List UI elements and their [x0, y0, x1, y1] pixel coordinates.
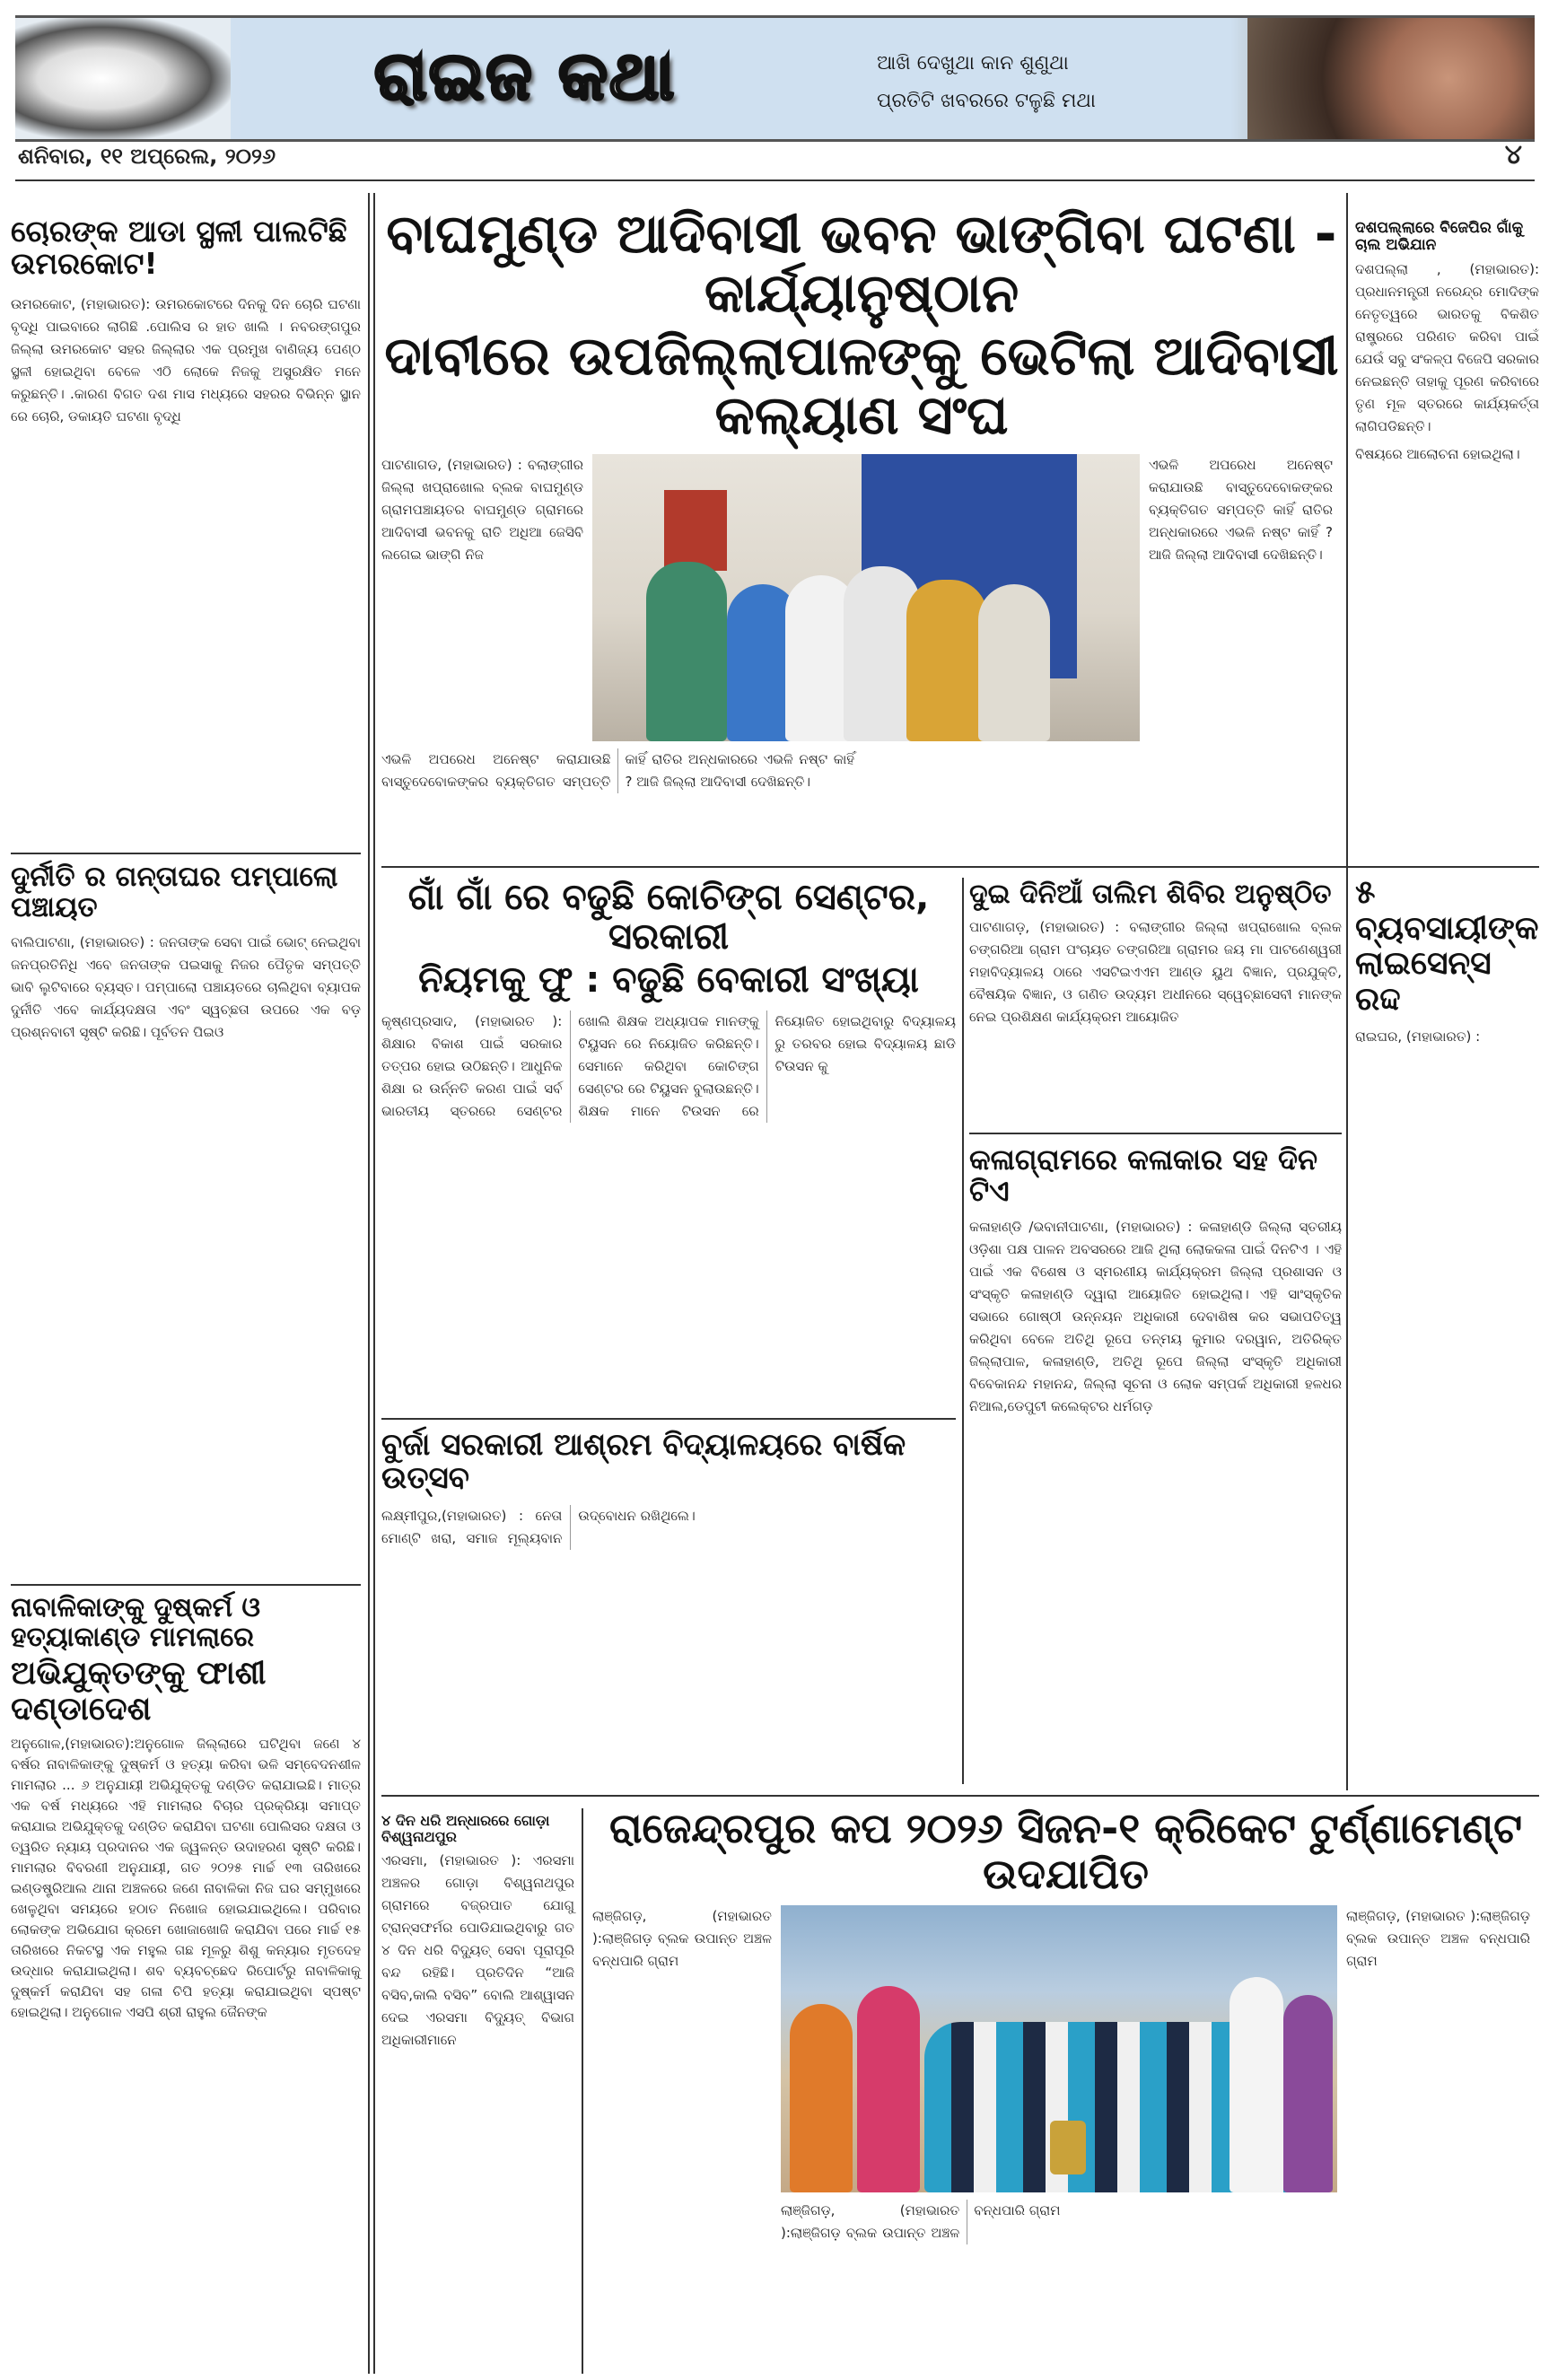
column-divider	[1346, 193, 1348, 1790]
headline: ରାଜେନ୍ଦ୍ରପୁର କପ ୨୦୨୬ ସିଜନ-୧ କ୍ରିକେଟ ଟୁର୍ଣ୍ଣାମେଣ୍ଟ ଉଦଯାପିତ	[608, 1804, 1523, 1898]
article-body: ଏରସମା, (ମହାଭାରତ ): ଏରସମା ଅଞ୍ଚଳର ଗୋଡ଼ା ବିଶ୍ୱନାଥପୁର ଗ୍ରାମରେ ବଜ୍ରପାତ ଯୋଗୁ ଟ୍ରାନ୍ସଫର୍ମର ପୋଡିଯାଇଥିବାରୁ ଗତ ୪ ଦିନ ଧରି ବିଦ୍ୟୁତ୍ ସେବା ପୂରାପୂରି ବନ୍ଦ ରହିଛି। ପ୍ରତିଦିନ “ଆଜି ବସିବ,କାଲି ବସିବ” ବୋଲି ଆଶ୍ୱାସନ ଦେଇ ଏରସମା ବିଦ୍ୟୁତ୍ ବିଭାଗ ଅଧିକାରୀମାନେ	[381, 1852, 574, 2049]
article-body: ଲକ୍ଷ୍ମୀପୁର,(ମହାଭାରତ) : ନେତା ମୋଣ୍ଟି ଖରା, ସମାଜ ମୂଲ୍ୟବାନ ଉଦ୍ବୋଧନ ରଖିଥିଲେ।	[381, 1507, 696, 1546]
headline: ୪ ଦିନ ଧରି ଅନ୍ଧାରରେ ଗୋଡ଼ା ବିଶ୍ୱନାଥପୁର	[381, 1812, 550, 1845]
article-body: କୃଷ୍ଣପ୍ରସାଦ, (ମହାଭାରତ ): ଶିକ୍ଷାର ବିକାଶ ପାଇଁ ସରକାର ତତ୍ପର ହୋଇ ଉଠିଛନ୍ତି। ଆଧୁନିକ ଶିକ୍ଷା ର ଉର୍ନ୍ନତି କରଣ ପାଇଁ ସର୍ବ ଭାରତୀୟ ସ୍ତରରେ ସେଣ୍ଟର ଖୋଲି ଶିକ୍ଷକ ଅଧ୍ୟାପକ ମାନଙ୍କୁ ଟିୟୁସନ ରେ ନିୟୋଜିତ କରିଛନ୍ତି। ସେମାନେ କରିଥିବା କୋଚିଙ୍ଗ ସେଣ୍ଟର ରେ ଟିୟୁସନ ବୁଲାଉଛନ୍ତି। ଶିକ୍ଷକ ମାନେ ଟିଉସନ ରେ ନିୟୋଜିତ ହୋଇଥିବାରୁ ବିଦ୍ୟାଳୟ ରୁ ତରବର ହୋଇ ବିଦ୍ୟାଳୟ ଛାଡି ଟିଉସନ କୁ	[381, 1013, 956, 1119]
article-cricket	[592, 1806, 1539, 2244]
header-rule	[15, 179, 1535, 181]
tagline	[877, 45, 1096, 120]
headline: ଦଶପଲ୍ଲାରେ ବିଜେପିର ଗାଁକୁ ଚାଲ ଅଭିଯାନ	[1355, 219, 1524, 254]
headline-line-2: ଅଭିଯୁକ୍ତଙ୍କୁ ଫାଶୀ ଦଣ୍ଡାଦେଶ	[11, 1655, 267, 1728]
headline: ୫ ବ୍ୟବସାୟୀଙ୍କ ଲାଇସେନ୍ସ ରଦ୍ଦ	[1355, 874, 1539, 1018]
trophy	[1050, 2121, 1086, 2174]
divider	[969, 1133, 1342, 1134]
article-body: ରାଇଘର, (ମହାଭାରତ) :	[1355, 1028, 1481, 1046]
article-pampalo	[11, 862, 361, 1044]
article-body: ପାଟଣାଗଡ଼, (ମହାଭାରତ) : ବଲାଙ୍ଗୀର ଜିଲ୍ଲା ଖପ୍ରାଖୋଲ ବ୍ଲକ ଚଙ୍ଗରିଆ ଗ୍ରାମ ପଂଚାୟତ ଚଙ୍ଗରିଆ ଗ୍ରାମର ଜୟ ମା ପାଟଣେଶ୍ୱରୀ ମହାବିଦ୍ୟାଳୟ ଠାରେ ଏସଟିଇଏଏମ ଆଣ୍ଡ ୟୁଥ ବିଜ୍ଞାନ, ପ୍ରଯୁକ୍ତି, ବୈଷୟିକ ବିଜ୍ଞାନ, ଓ ଗଣିତ ଉଦ୍ୟମ ଅଧୀନରେ ସ୍ୱେଚ୍ଛାସେବୀ ମାନଙ୍କ ନେଇ ପ୍ରଶିକ୍ଷଣ କାର୍ଯ୍ୟକ୍ରମ ଆୟୋଜିତ	[969, 919, 1342, 1025]
article-erasama	[381, 1813, 574, 2052]
dateline: ଶନିବାର, ୧୧ ଅପ୍ରେଲ, ୨୦୨୬	[18, 144, 276, 169]
tagline-line-2: ପ୍ରତିଟି ଖବରରେ ଟଳୁଛି ମଥା	[877, 90, 1096, 112]
divider	[11, 1584, 361, 1586]
column-divider	[368, 193, 375, 2374]
article-body-lower: ଲାଞ୍ଜିଗଡ଼, (ମହାଭାରତ ):ଲାଞ୍ଜିଗଡ଼ ବ୍ଲକ ଉପାନ୍ତ ଅଞ୍ଚଳ ବନ୍ଧପାରି ଗ୍ରାମ	[781, 2202, 1061, 2242]
article-dashapalla	[1355, 220, 1539, 466]
column-divider	[962, 878, 964, 1784]
article-coaching-headline	[381, 878, 956, 1000]
headline-line-1: ଗାଁ ଗାଁ ରେ ବଢୁଛି କୋଚିଙ୍ଗ ସେଣ୍ଟର, ସରକାରୀ	[407, 877, 930, 958]
column-divider	[582, 1808, 583, 2374]
article-body: ଦଶପଲ୍ଲା , (ମହାଭାରତ): ପ୍ରଧାନମନ୍ତ୍ରୀ ନରେନ୍ଦ୍ର ମୋଦିଙ୍କ ନେତୃତ୍ୱରେ ଭାରତକୁ ବିକଶିତ ରାଷ୍ଟ୍ରରେ ପରିଣତ କରିବା ପାଇଁ ଯେଉଁ ସବୁ ସଂକଳ୍ପ ବିଜେପି ସରକାର ନେଇଛନ୍ତି ତାହାକୁ ପୂରଣ କରିବାରେ ତୃଣ ମୂଳ ସ୍ତରରେ କାର୍ଯ୍ୟକର୍ତ୍ତା ଲାଗିପଡିଛନ୍ତି।	[1355, 261, 1539, 435]
article-body: ଅନୁଗୋଳ,(ମହାଭାରତ):ଅନୁଗୋଳ ଜିଲ୍ଲାରେ ଘଟିଥିବା ଜଣେ ୪ ବର୍ଷର ନାବାଳିକାଙ୍କୁ ଦୁଷ୍କର୍ମ ଓ ହତ୍ୟା କରିବା ଭଳି ସମ୍ବେଦନଶୀଳ ମାମଲାର ... ୬ ଅନୁଯାୟୀ ଅଭିଯୁକ୍ତକୁ ଦଣ୍ଡିତ କରାଯାଇଛି। ମାତ୍ର ଏକ ବର୍ଷ ମଧ୍ୟରେ ଏହି ମାମଲାର ବିଚାର ପ୍ରକ୍ରିୟା ସମାପ୍ତ କରାଯାଇ ଅଭିଯୁକ୍ତକୁ ଦଣ୍ଡିତ କରାଯିବା ଘଟଣା ପୋଲିସର ଦକ୍ଷତା ଓ ତ୍ୱରିତ ନ୍ୟାୟ ପ୍ରଦାନର ଏକ ଜ୍ୱଳନ୍ତ ଉଦାହରଣ ସୃଷ୍ଟି କରିଛି।ମାମଲାର ବିବରଣୀ ଅନୁଯାୟୀ, ଗତ ୨୦୨୫ ମାର୍ଚ୍ଚ ୧୩ ତାରିଖରେ ଇଣ୍ଡଷ୍ଟ୍ରିଆଲ ଥାନା ଅଞ୍ଚଳରେ ଜଣେ ନାବାଳିକା ନିଜ ଘର ସମ୍ମୁଖରେ ଖେଳୁଥିବା ସମୟରେ ହଠାତ ନିଖୋଜ ହୋଇଯାଇଥିଲେ। ପରିବାର ଲୋକଙ୍କ ଅଭିଯୋଗ କ୍ରମେ ଖୋଜାଖୋଜି କରାଯିବା ପରେ ମାର୍ଚ୍ଚ ୧୫ ତାରିଖରେ ନିକଟସ୍ଥ ଏକ ମହୁଲ ଗଛ ମୂଳରୁ ଶିଶୁ କନ୍ୟାର ମୃତଦେହ ଉଦ୍ଧାର କରାଯାଇଥିଲା। ଶବ ବ୍ୟବଚ୍ଛେଦ ରିପୋର୍ଟରୁ ନାବାଳିକାକୁ ଦୁଷ୍କର୍ମ କରାଯିବା ସହ ଗଳା ଚିପି ହତ୍ୟା କରାଯାଇଥିବା ସ୍ପଷ୍ଟ ହୋଇଥିଲା। ଅନୁଗୋଳ ଏସପି ଶ୍ରୀ ରାହୁଲ ଜୈନଙ୍କ	[11, 1736, 361, 2021]
masthead-banner	[15, 15, 1535, 142]
headline-line-2: ନିୟମକୁ ଫୁ : ବଢୁଛି ବେକାରୀ ସଂଖ୍ୟା	[418, 959, 919, 1001]
headline-line-1: ନାବାଳିକାଙ୍କୁ ଦୁଷ୍କର୍ମ ଓ ହତ୍ୟାକାଣ୍ଡ ମାମଲାରେ	[11, 1592, 261, 1653]
article-coaching	[381, 878, 956, 1123]
article-content-row	[592, 1905, 1539, 2192]
article-licence	[1355, 875, 1539, 1048]
divider	[381, 1795, 1539, 1797]
headline: ଦୁର୍ନୀତି ର ଗନ୍ତାଘର ପମ୍ପାଲୋ ପଞ୍ଚାୟତ	[11, 861, 338, 924]
article-body: ପାଟଣାଗଡ, (ମହାଭାରତ) : ବଲାଙ୍ଗୀର ଜିଲ୍ଲା ଖପ୍ରାଖୋଲ ବ୍ଲକ ବାଘମୁଣ୍ଡ ଗ୍ରାମପଞ୍ଚାୟତର ବାଘମୁଣ୍ଡ ଗ୍ରାମରେ ଆଦିବାସୀ ଭବନକୁ ରାତି ଅଧିଆ ଜେସିବି ଲଗେଇ ଭାଙ୍ଗି ନିଜ	[381, 457, 583, 563]
newspaper-title: ରାଇଜ କଥା	[374, 38, 677, 115]
headline: କଳାଗ୍ରାମରେ କଳାକାର ସହ ଦିନ ଟିଏ	[969, 1142, 1318, 1209]
article-body-lower: ଏଭଳି ଅପରେଧ ଅନେଷ୍ଟ କରାଯାଉଛି ବାସ୍ତୁଦେବୋକଙ୍କର ବ୍ୟକ୍ତିଗତ ସମ୍ପତ୍ତି କାହିଁ ରାତିର ଅନ୍ଧକାରରେ ଏଭଳି ନଷ୍ଟ କାହିଁ ? ଆଜି ଜିଲ୍ଲା ଆଦିବାସୀ ଦେଖିଛନ୍ତି।	[381, 751, 854, 790]
article-body: ଲାଞ୍ଜିଗଡ଼, (ମହାଭାରତ ):ଲାଞ୍ଜିଗଡ଼ ବ୍ଲକ ଉପାନ୍ତ ଅଞ୍ଚଳ ବନ୍ଧପାରି ଗ୍ରାମ	[592, 1908, 772, 1970]
article-anugul	[11, 1593, 361, 2023]
divider	[11, 853, 361, 854]
tagline-line-1: ଆଖି ଦେଖୁଥା କାନ ଶୁଣୁଥା	[877, 52, 1069, 74]
article-baghmunda	[381, 205, 1342, 793]
article-training	[969, 879, 1342, 1028]
crying-child-photo	[1247, 18, 1535, 139]
headline: ଦୁଇ ଦିନିଆଁ ତାଲିମ ଶିବିର ଅନୁଷ୍ଠିତ	[969, 879, 1332, 910]
article-burja	[381, 1429, 956, 1550]
emblem-board	[664, 490, 727, 571]
memorandum-photo	[592, 454, 1140, 741]
article-body: କଳାହାଣ୍ଡି /ଭବାନୀପାଟଣା, (ମହାଭାରତ) : କଳାହାଣ୍ଡି ଜିଲ୍ଲା ସ୍ତରୀୟ ଓଡ଼ିଶା ପକ୍ଷ ପାଳନ ଅବସରରେ ଆଜି ଥିଲା ଲୋକକଳା ପାଇଁ ଦିନଟିଏ । ଏହି ପାଇଁ ଏକ ବିଶେଷ ଓ ସ୍ମରଣୀୟ କାର୍ଯ୍ୟକ୍ରମ ଜିଲ୍ଲା ପ୍ରଶାସନ ଓ ସଂସ୍କୃତି କଳାହାଣ୍ଡି ଦ୍ୱାରା ଆୟୋଜିତ ହୋଇଥିଲା। ଏହି ସାଂସ୍କୃତିକ ସଭାରେ ଗୋଷ୍ଠୀ ଉନ୍ନୟନ ଅଧିକାରୀ ଦେବାଶିଷ କର ସଭାପତିତ୍ୱ କରିଥିବା ବେଳେ ଅତିଥି ରୂପେ ତନ୍ମୟ କୁମାର ଦରୱାନ, ଅତିରିକ୍ତ ଜିଲ୍ଲାପାଳ, କଳାହାଣ୍ଡି, ଅତିଥି ରୂପେ ଜିଲ୍ଲା ସଂସ୍କୃତି ଅଧିକାରୀ ବିବେକାନନ୍ଦ ମହାନନ୍ଦ, ଜିଲ୍ଲା ସୂଚନା ଓ ଲୋକ ସମ୍ପର୍କ ଅଧିକାରୀ ହଳଧର ନିଆଲ,ଡେପୁଟୀ କଲେକ୍ଟର ଧର୍ମଗଡ଼	[969, 1219, 1342, 1415]
cricket-team-photo	[781, 1905, 1337, 2192]
headline: ବୁର୍ଜା ସରକାରୀ ଆଶ୍ରମ ବିଦ୍ୟାଳୟରେ ବାର୍ଷିକ ଉତ୍ସବ	[381, 1427, 906, 1497]
article-body-continued: ଏଭଳି ଅପରେଧ ଅନେଷ୍ଟ କରାଯାଉଛି ବାସ୍ତୁଦେବୋକଙ୍କର ବ୍ୟକ୍ତିଗତ ସମ୍ପତ୍ତି କାହିଁ ରାତିର ଅନ୍ଧକାରରେ ଏଭଳି ନଷ୍ଟ କାହିଁ ? ଆଜି ଜିଲ୍ଲା ଆଦିବାସୀ ଦେଖିଛନ୍ତି।	[1149, 457, 1333, 563]
headline: ଚୋରଙ୍କ ଆଡା ସ୍ଥଳୀ ପାଲଟିଛି ଉମରକୋଟ!	[11, 214, 347, 282]
article-body-end: ବିଷୟରେ ଆଲୋଚନା ହୋଇଥିଲା।	[1355, 446, 1520, 463]
article-umarkot	[11, 215, 361, 428]
article-body-continued: ଲାଞ୍ଜିଗଡ଼, (ମହାଭାରତ ):ଲାଞ୍ଜିଗଡ଼ ବ୍ଲକ ଉପାନ୍ତ ଅଞ୍ଚଳ ବନ୍ଧପାରି ଗ୍ରାମ	[1346, 1908, 1530, 1970]
headline-line-1: ବାଘମୁଣ୍ଡ ଆଦିବାସୀ ଭବନ ଭାଙ୍ଗିବା ଘଟଣା - କାର୍ଯ୍ୟାନୁଷ୍ଠାନ	[386, 203, 1337, 325]
article-content-row	[381, 454, 1342, 741]
divider	[381, 866, 1539, 868]
page-number: ୪	[1504, 139, 1522, 171]
article-cricket-headline	[592, 1806, 1539, 1896]
article-kalagram	[969, 1144, 1342, 1418]
article-body: ବାଲିପାଟଣା, (ମହାଭାରତ) : ଜନତାଙ୍କ ସେବା ପାଇଁ ଭୋଟ୍ ନେଇଥିବା ଜନପ୍ରତିନିଧି ଏବେ ଜନତାଙ୍କ ପଇସାକୁ ନିଜର ପୈତୃକ ସମ୍ପତ୍ତି ଭାବି ଲୁଟିବାରେ ବ୍ୟସ୍ତ। ପମ୍ପାଲୋ ପଞ୍ଚାୟତରେ ଚାଲିଥିବା ବ୍ୟାପକ ଦୁର୍ନୀତି ଏବେ କାର୍ଯ୍ୟଦକ୍ଷତା ଏବଂ ସ୍ୱଚ୍ଛତା ଉପରେ ଏକ ବଡ଼ ପ୍ରଶ୍ନବାଚୀ ସୃଷ୍ଟି କରିଛି। ପୂର୍ବତନ ପିଇଓ	[11, 934, 361, 1041]
divider	[381, 1418, 956, 1420]
hands-illustration	[15, 18, 231, 139]
article-baghmunda-headline	[381, 205, 1342, 445]
headline-line-2: ଦାବୀରେ ଉପଜିଲ୍ଲାପାଳଙ୍କୁ ଭେଟିଲା ଆଦିବାସୀ କଲ୍ୟାଣ ସଂଘ	[384, 325, 1339, 447]
article-body: ଉମରକୋଟ, (ମହାଭାରତ): ଉମରକୋଟରେ ଦିନକୁ ଦିନ ଚୋରି ଘଟଣା ବୃଦ୍ଧି ପାଇବାରେ ଲାଗିଛି .ପୋଲିସ ର ହାତ ଖାଲି । ନବରଙ୍ଗପୁର ଜିଲ୍ଲା ଉମରକୋଟ ସହର ଜିଲ୍ଲାର ଏକ ପ୍ରମୁଖ ବାଣିଜ୍ୟ ପେଣ୍ଠ ସ୍ଥଳୀ ହୋଇଥିବା ବେଳେ ଏଠି ଲୋକେ ନିଜକୁ ଅସୁରକ୍ଷିତ ମନେ କରୁଛନ୍ତି। .କାରଣ ବିଗତ ଦଶ ମାସ ମଧ୍ୟରେ ସହରର ବିଭିନ୍ନ ସ୍ଥାନ ରେ ଚୋରି, ଡକାୟତି ଘଟଣା ବୃଦ୍ଧି	[11, 295, 361, 424]
